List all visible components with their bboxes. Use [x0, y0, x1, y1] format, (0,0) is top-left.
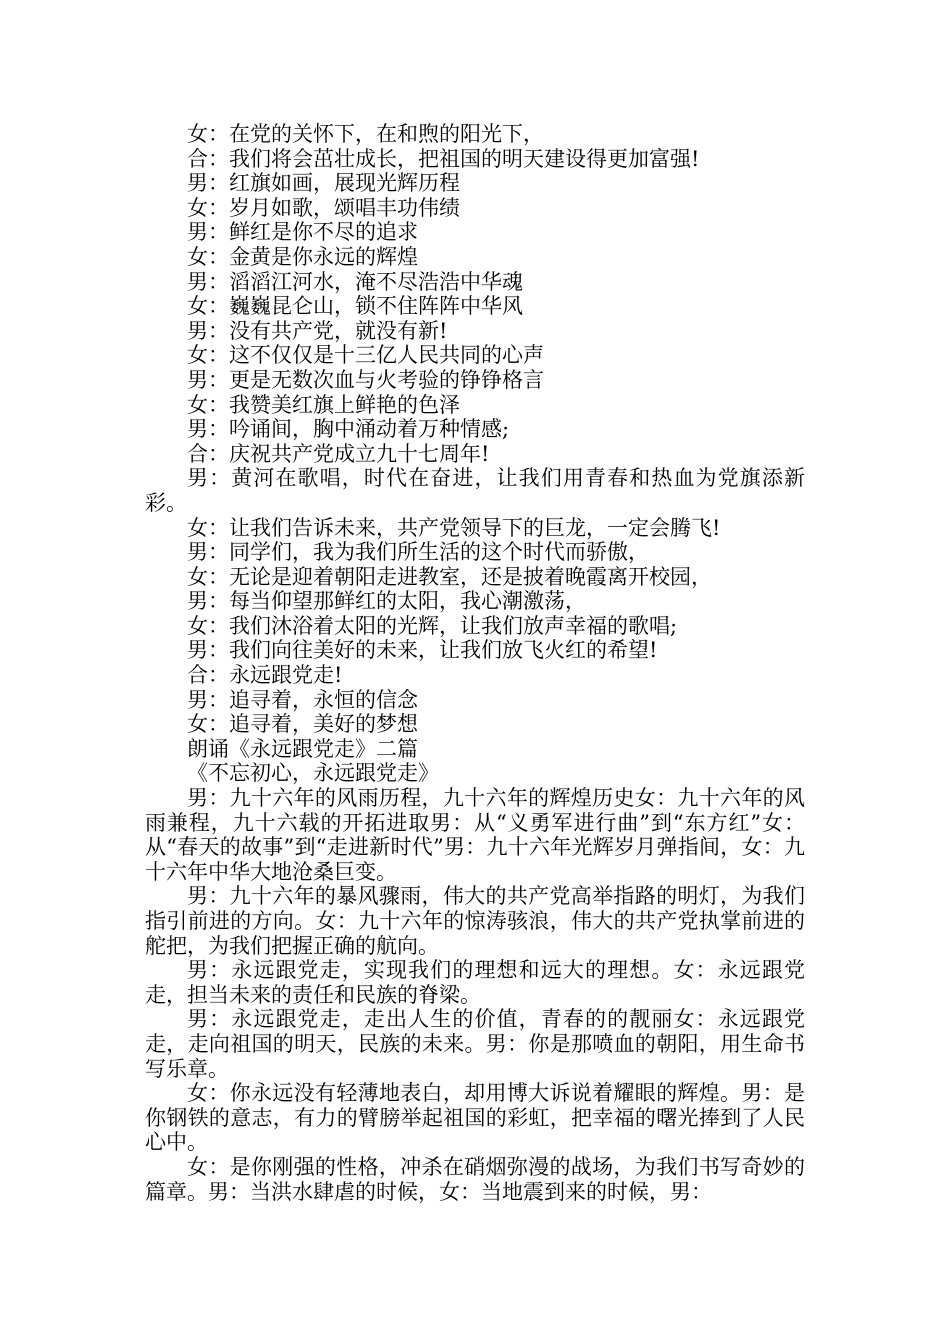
paragraph: 男：鲜红是你不尽的追求 — [187, 220, 418, 245]
paragraph: 男：永远跟党走，实现我们的理想和远大的理想。女：永远跟党走，担当未来的责任和民族的脊梁。 — [145, 958, 805, 1007]
paragraph: 女：在党的关怀下，在和煦的阳光下， — [187, 122, 544, 146]
paragraph: 女：是你刚强的性格，冲杀在硝烟弥漫的战场，为我们书写奇妙的篇章。男：当洪水肆虐的时候，女：当地震到来的时候，男： — [145, 1154, 805, 1204]
paragraph: 女：金黄是你永远的辉煌 — [187, 244, 418, 269]
document-page — [145, 122, 805, 1204]
paragraph: 男：追寻着，永恒的信念 — [187, 687, 418, 712]
paragraph: 合：我们将会茁壮成长，把祖国的明天建设得更加富强! — [187, 146, 700, 171]
paragraph: 女：让我们告诉未来，共产党领导下的巨龙，一定会腾飞! — [187, 515, 721, 540]
paragraph: 女：我们沐浴着太阳的光辉，让我们放声幸福的歌唱; — [187, 613, 678, 638]
paragraph: 女：追寻着，美好的梦想 — [187, 712, 418, 737]
paragraph: 男：没有共产党，就没有新! — [187, 318, 448, 343]
paragraph: 女：岁月如歌，颂唱丰功伟绩 — [187, 195, 460, 220]
paragraph: 女：这不仅仅是十三亿人民共同的心声 — [187, 343, 544, 368]
paragraph: 女：你永远没有轻薄地表白，却用博大诉说着耀眼的辉煌。男：是你钢铁的意志，有力的臂膀举起祖国的彩虹，把幸福的曙光捧到了人民心中。 — [145, 1081, 805, 1155]
paragraph: 合：庆祝共产党成立九十七周年! — [187, 441, 490, 466]
paragraph: 女：巍巍昆仑山，锁不住阵阵中华风 — [187, 294, 523, 319]
paragraph: 男：永远跟党走，走出人生的价值，青春的的靓丽女：永远跟党走，走向祖国的明天，民族的未来。男：你是那喷血的朝阳，用生命书写乐章。 — [145, 1007, 805, 1081]
section-heading: 朗诵《永远跟党走》二篇 — [187, 736, 418, 761]
paragraph: 女：我赞美红旗上鲜艳的色泽 — [187, 392, 460, 417]
paragraph: 男：黄河在歌唱，时代在奋进，让我们用青春和热血为党旗添新彩。 — [145, 466, 805, 515]
paragraph: 合：永远跟党走! — [187, 663, 343, 688]
paragraph: 男：九十六年的暴风骤雨，伟大的共产党高举指路的明灯，为我们指引前进的方向。女：九十六年的惊涛骇浪，伟大的共产党执掌前进的舵把，为我们把握正确的航向。 — [145, 884, 805, 958]
paragraph: 男：九十六年的风雨历程，九十六年的辉煌历史女：九十六年的风雨兼程，九十六载的开拓进取男：从“义勇军进行曲”到“东方红”女：从“春天的故事”到“走进新时代”男：九十六年光辉岁月弹指间，女：九十六年中华大地沧桑巨变。 — [145, 786, 805, 884]
paragraph: 男：滔滔江河水，淹不尽浩浩中华魂 — [187, 269, 523, 294]
paragraph: 男：红旗如画，展现光辉历程 — [187, 171, 460, 196]
poem-title: 《不忘初心，永远跟党走》 — [187, 761, 439, 786]
paragraph: 男：每当仰望那鲜红的太阳，我心潮激荡， — [187, 589, 586, 614]
paragraph: 女：无论是迎着朝阳走进教室，还是披着晚霞离开校园， — [187, 564, 712, 589]
paragraph: 男：更是无数次血与火考验的铮铮格言 — [187, 367, 544, 392]
paragraph: 男：同学们，我为我们所生活的这个时代而骄傲， — [187, 540, 649, 565]
paragraph: 男：吟诵间，胸中涌动着万种情感; — [187, 417, 510, 442]
paragraph: 男：我们向往美好的未来，让我们放飞火红的希望! — [187, 638, 658, 663]
